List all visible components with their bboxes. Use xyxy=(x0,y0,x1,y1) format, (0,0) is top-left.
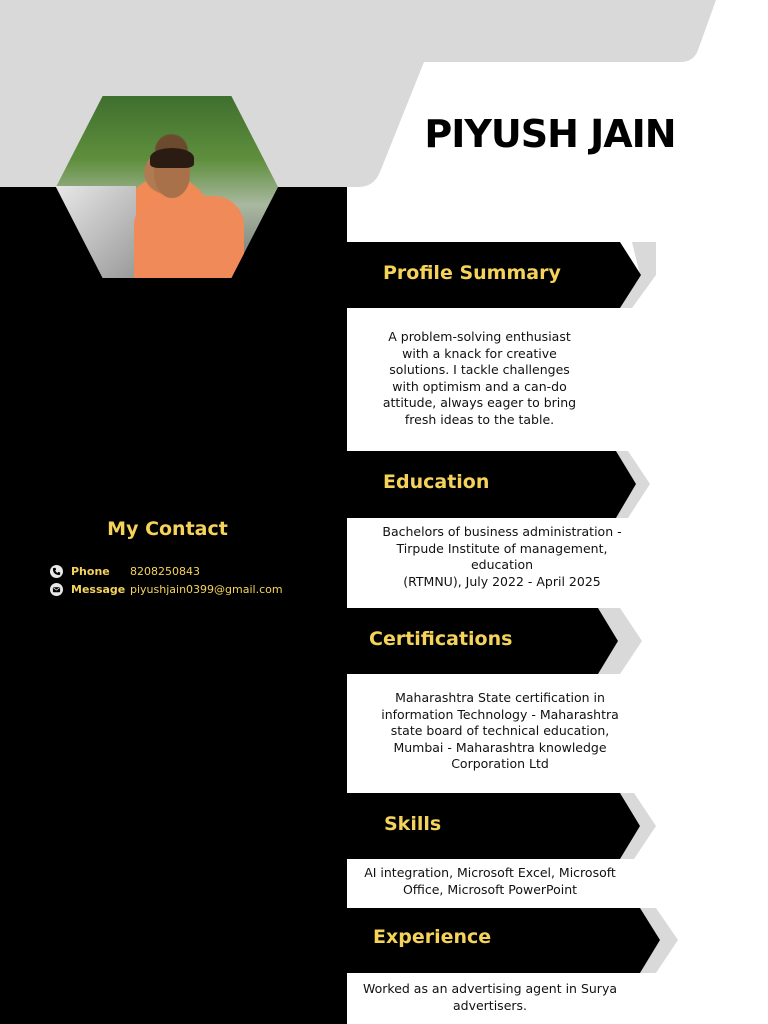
experience-text: Worked as an advertising agent in Surya advertisers. xyxy=(362,981,618,1013)
certifications-text: Maharashtra State certification in information Technology - Maharashtra state board of technical education, Mumbai - Maharashtra knowledge Corporation Ltd xyxy=(381,690,619,771)
profile-summary-title: Profile Summary xyxy=(383,262,561,284)
certifications-title: Certifications xyxy=(369,628,513,650)
photo-shirt xyxy=(134,196,244,278)
education-text: Bachelors of business administration - Tirpude Institute of management, education (RTMNU), July 2022 - April 2025 xyxy=(382,524,622,589)
message-icon xyxy=(50,583,63,596)
photo-hair xyxy=(150,148,194,168)
message-label: Message xyxy=(71,582,126,596)
profile-summary-text: A problem-solving enthusiast with a knack for creative solutions. I tackle challenges with optimism and a can-do attitude, always eager to bring fresh ideas to the table. xyxy=(382,329,577,427)
email-value[interactable]: piyushjain0399@gmail.com xyxy=(130,582,283,596)
experience-title: Experience xyxy=(373,926,492,948)
phone-icon xyxy=(50,565,63,578)
skills-title: Skills xyxy=(384,813,442,835)
phone-value[interactable]: 8208250843 xyxy=(130,564,200,578)
education-title: Education xyxy=(383,471,490,493)
phone-label: Phone xyxy=(71,564,110,578)
candidate-name: PIYUSH JAIN xyxy=(424,112,676,156)
contact-title: My Contact xyxy=(107,518,228,540)
contact-phone-row xyxy=(50,563,200,579)
contact-message-row xyxy=(50,581,283,597)
profile-photo xyxy=(56,96,278,278)
skills-text: AI integration, Microsoft Excel, Microsoft Office, Microsoft PowerPoint xyxy=(364,865,616,897)
